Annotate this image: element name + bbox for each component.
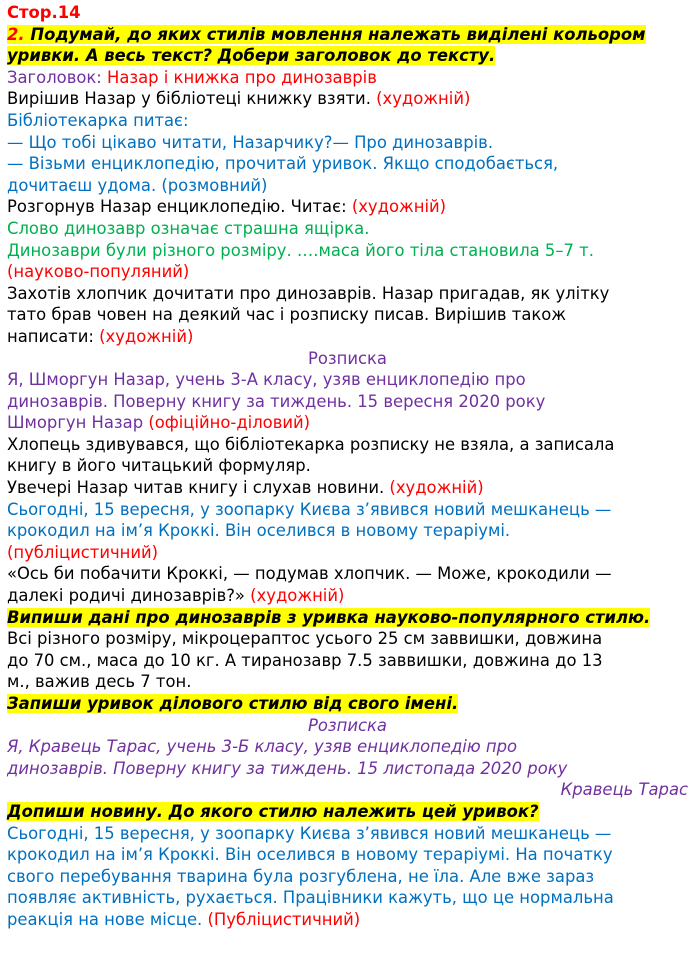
heading-label: Заголовок:: [7, 67, 108, 87]
style-label: (офіційно-діловий): [148, 413, 311, 433]
paragraph: Хлопець здивувався, що бібліотекарка розписку не взяла, а записала: [7, 434, 615, 454]
news-text: Сьогодні, 15 вересня, у зоопарку Києва з’явився новий мешканець —: [7, 499, 612, 519]
style-label: (художній): [376, 89, 471, 109]
style-label: (науково-популяний): [7, 262, 190, 282]
page-label: Стор.14: [7, 3, 81, 22]
task-c-answer: свого перебування тварина була розгублена, не їла. Але вже зараз: [7, 866, 595, 886]
dialogue-line: — Візьми енциклопедію, прочитай уривок. Якщо сподобається,: [7, 154, 559, 174]
paragraph: Захотів хлопчик дочитати про динозаврів. Назар пригадав, як улітку: [7, 283, 610, 303]
task-b-prompt: Запиши уривок ділового стилю від свого імені.: [7, 694, 459, 713]
style-label: (художній): [99, 326, 194, 346]
task-c-answer: Сьогодні, 15 вересня, у зоопарку Києва з’явився новий мешканець —: [7, 823, 612, 843]
paragraph: далекі родичі динозаврів?» (художній): [7, 586, 345, 606]
dialogue-line: — Що тобі цікаво читати, Назарчику?— Про динозаврів.: [7, 132, 494, 152]
paragraph: тато брав човен на деякий час і розписку писав. Вирішив також: [7, 305, 567, 325]
style-label: (художній): [389, 478, 484, 498]
task-c-answer: крокодил на ім’я Кроккі. Він оселився в новому тераріумі. На початку: [7, 845, 613, 865]
paragraph: Розгорнув Назар енциклопедію. Читає: (художній): [7, 197, 447, 217]
dialogue-line: дочитаєш удома. (розмовний): [7, 175, 268, 195]
heading-value: Назар і книжка про динозаврів: [107, 67, 377, 87]
task-c-answer: реакція на нове місце. (Публіцистичний): [7, 909, 361, 929]
story-heading: [7, 67, 688, 89]
science-line: Слово динозавр означає страшна ящірка.: [7, 218, 370, 238]
news-text: крокодил на ім’я Кроккі. Він оселився в новому тераріумі.: [7, 521, 511, 541]
paragraph: написати: (художній): [7, 326, 194, 346]
paragraph: Увечері Назар читав книгу і слухав новини. (художній): [7, 478, 484, 498]
paragraph: книгу в його читацький формуляр.: [7, 456, 311, 476]
task-number: 2.: [7, 24, 25, 44]
task-text: уривки. А весь текст? Добери заголовок до тексту.: [7, 46, 496, 66]
receipt-signature: Кравець Тарас: [560, 780, 688, 800]
style-label: (художній): [351, 197, 447, 217]
task-a-answer: до 70 см., маса до 10 кг. А тиранозавр 7.5 заввишки, довжина до 13: [7, 650, 603, 670]
receipt-text: Я, Шморгун Назар, учень 3-А класу, узяв енциклопедію про: [7, 370, 526, 390]
task-text: Подумай, до яких стилів мовлення належать виділені кольором: [24, 24, 646, 44]
receipt-title: Розписка: [308, 715, 387, 735]
receipt-text: динозаврів. Поверну книгу за тиждень. 15 листопада 2020 року: [7, 758, 568, 778]
paragraph: «Ось би побачити Кроккі, — подумав хлопчик. — Може, крокодили —: [7, 564, 612, 584]
task-c-answer: появляє активність, рухається. Працівники кажуть, що це нормальна: [7, 888, 614, 908]
receipt-title: Розписка: [308, 348, 387, 368]
task-a-prompt: Випиши дані про динозаврів з уривка науково-популярного стилю.: [7, 607, 651, 627]
task-2: [7, 24, 688, 67]
science-line: Динозаври були різного розміру. ….маса його тіла становила 5–7 т.: [7, 240, 594, 260]
receipt-text: динозаврів. Поверну книгу за тиждень. 15 вересня 2020 року: [7, 391, 546, 411]
receipt-signature: Шморгун Назар (офіційно-діловий): [7, 413, 311, 433]
receipt-text: Я, Кравець Тарас, учень 3-Б класу, узяв енциклопедію про: [7, 737, 518, 757]
style-label: (Публіцистичний): [207, 909, 361, 929]
task-a-answer: Всі різного розміру, мікроцерaптос усього 25 см заввишки, довжина: [7, 629, 603, 649]
paragraph: Вирішив Назар у бібліотеці книжку взяти. (художній): [7, 89, 471, 109]
style-label: (художній): [250, 586, 345, 606]
style-label: (публіцистичний): [7, 542, 159, 562]
task-a-answer: м., важив десь 7 тон.: [7, 672, 192, 692]
task-c-prompt: Допиши новину. До якого стилю належить цей уривок?: [7, 801, 539, 821]
paragraph: Бібліотекарка питає:: [7, 110, 189, 130]
